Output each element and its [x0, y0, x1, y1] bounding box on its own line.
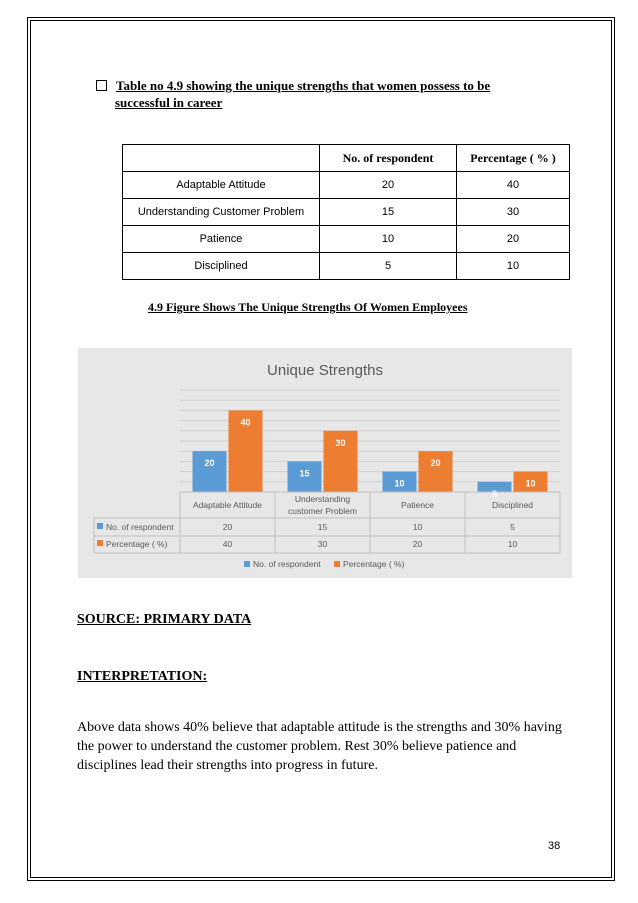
legend-item: Percentage ( %)	[343, 559, 405, 569]
data-label: 40	[240, 417, 251, 428]
data-label: 5	[491, 488, 498, 499]
category-label: Understanding	[294, 494, 351, 504]
table-cell: 40	[457, 172, 570, 199]
data-label: 10	[394, 478, 405, 489]
chart-area	[78, 348, 572, 578]
table-value: 15	[317, 522, 328, 532]
table-cell: 15	[320, 199, 457, 226]
table-cell: 10	[457, 253, 570, 280]
page-number: 38	[548, 840, 561, 852]
table-cell: Adaptable Attitude	[123, 172, 320, 199]
data-label: 30	[335, 437, 346, 448]
data-label: 20	[204, 458, 215, 469]
table-value: 10	[507, 539, 518, 549]
category-label: Disciplined	[491, 500, 534, 510]
table-cell: 10	[320, 226, 457, 253]
figure-caption: 4.9 Figure Shows The Unique Strengths Of Women Employees	[148, 300, 468, 314]
table-heading	[96, 77, 566, 111]
table-value: 40	[222, 539, 233, 549]
strengths-table	[122, 144, 570, 280]
table-cell: 20	[320, 172, 457, 199]
table-value: 20	[222, 522, 233, 532]
table-value: 30	[317, 539, 328, 549]
heading-line-1: Table no 4.9 showing the unique strengths that women possess to be	[116, 78, 491, 93]
data-label: 15	[299, 468, 310, 479]
series-key-swatch	[97, 540, 103, 546]
interpretation-title: INTERPRETATION:	[77, 669, 208, 684]
table-header-cell	[123, 145, 320, 172]
table-cell: Understanding Customer Problem	[123, 199, 320, 226]
series-row-label: No. of respondent	[106, 522, 174, 532]
table-row	[123, 253, 570, 280]
legend-swatch	[244, 561, 250, 567]
category-label: Adaptable Attitude	[192, 500, 263, 510]
table-value: 5	[510, 522, 515, 532]
table-row	[123, 172, 570, 199]
category-label: Patience	[400, 500, 435, 510]
table-value: 10	[412, 522, 423, 532]
table-header-row	[123, 145, 570, 172]
table-value: 20	[412, 539, 423, 549]
data-label: 20	[430, 458, 441, 469]
table-row	[123, 199, 570, 226]
data-label: 10	[525, 478, 536, 489]
interpretation-text: Above data shows 40% believe that adaptable attitude is the strengths and 30% having the power to understand the customer problem. Rest 30% believe patience and disciplines lead their strengths into progress in future.	[77, 720, 562, 773]
chart-title: Unique Strengths	[267, 362, 383, 379]
table-header-cell: No. of respondent	[320, 145, 457, 172]
table-cell: 5	[320, 253, 457, 280]
table-cell: 30	[457, 199, 570, 226]
series-row-label: Percentage ( %)	[106, 539, 168, 549]
table-header-cell: Percentage ( % )	[457, 145, 570, 172]
legend-item: No. of respondent	[253, 559, 321, 569]
table-cell: 20	[457, 226, 570, 253]
table-row	[123, 226, 570, 253]
source-label: SOURCE: PRIMARY DATA	[77, 612, 252, 627]
table-cell: Disciplined	[123, 253, 320, 280]
legend-swatch	[334, 561, 340, 567]
bullet-checkbox-icon	[96, 80, 107, 91]
unique-strengths-chart	[78, 348, 572, 578]
category-label: customer Problem	[288, 506, 357, 516]
heading-line-2: successful in career	[115, 95, 223, 110]
table-cell: Patience	[123, 226, 320, 253]
series-key-swatch	[97, 523, 103, 529]
